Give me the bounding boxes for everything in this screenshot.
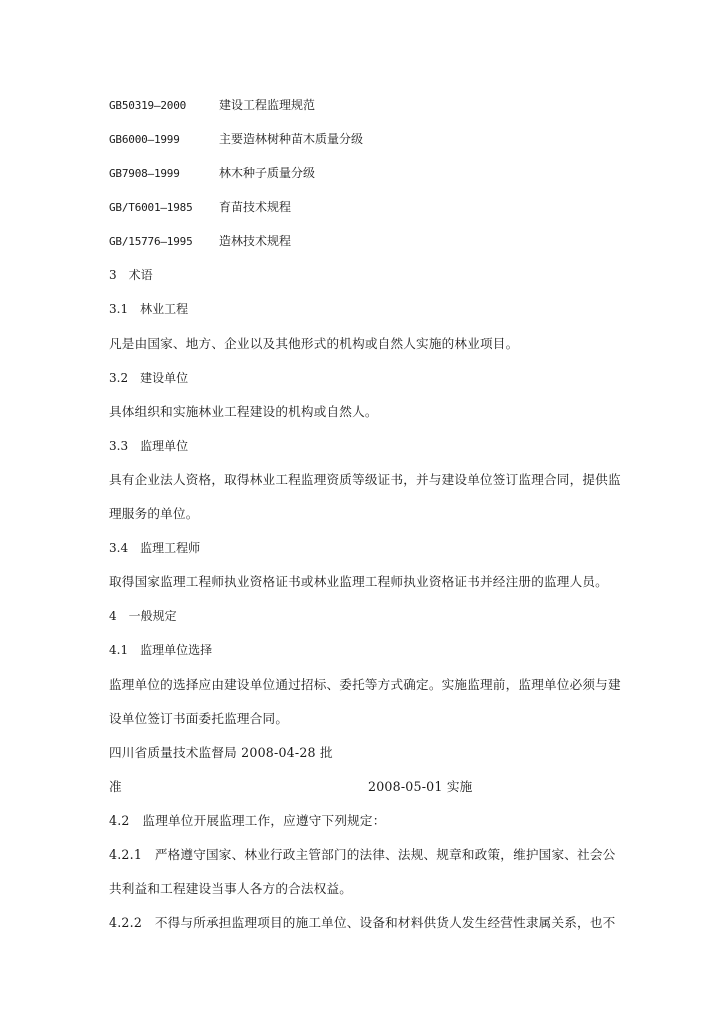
section-heading-3: 3 术语 [109, 268, 153, 282]
standard-row-4 [109, 199, 291, 216]
standard-name: 主要造林树种苗木质量分级 [219, 132, 364, 146]
section-heading-4: 4 一般规定 [109, 609, 177, 623]
standard-name: 育苗技术规程 [219, 200, 292, 214]
standard-code: GB/15776—1995 [109, 235, 193, 248]
paragraph-3-3-line-2: 理服务的单位。 [109, 506, 199, 521]
standard-name: 建设工程监理规范 [219, 98, 316, 112]
standard-row-1 [109, 97, 315, 114]
paragraph-4-2-1-line-1: 4.2.1 严格遵守国家、林业行政主管部门的法律、法规、规章和政策，维护国家、社会公 [109, 847, 616, 862]
paragraph-4-1-line-1: 监理单位的选择应由建设单位通过招标、委托等方式确定。实施监理前，监理单位必须与建 [109, 677, 621, 692]
paragraph-4-1-line-2: 设单位签订书面委托监理合同。 [109, 711, 289, 726]
implementation-date: 2008-05-01 实施 [368, 779, 473, 794]
section-heading-3-2: 3.2 建设单位 [109, 371, 189, 385]
standard-row-5 [109, 233, 291, 250]
standard-name: 造林技术规程 [219, 234, 292, 248]
section-heading-3-3: 3.3 监理单位 [109, 439, 189, 453]
paragraph-4-2-1-line-2: 共利益和工程建设当事人各方的合法权益。 [109, 881, 353, 896]
standard-code: GB/T6001—1985 [109, 201, 193, 214]
standard-code: GB7908—1999 [109, 167, 180, 180]
paragraph-4-2-2-line-1: 4.2.2 不得与所承担监理项目的施工单位、设备和材料供货人发生经营性隶属关系，也不 [109, 915, 616, 930]
standard-code: GB50319—2000 [109, 99, 187, 112]
approval-suffix: 准 [109, 779, 122, 794]
standard-name: 林木种子质量分级 [219, 166, 316, 180]
section-heading-4-2: 4.2 监理单位开展监理工作，应遵守下列规定： [109, 813, 386, 828]
standard-code: GB6000—1999 [109, 133, 180, 146]
standard-row-3 [109, 165, 315, 182]
section-heading-4-1: 4.1 监理单位选择 [109, 643, 213, 657]
paragraph-3-4: 取得国家监理工程师执业资格证书或林业监理工程师执业资格证书并经注册的监理人员。 [109, 574, 608, 589]
standard-row-2 [109, 131, 363, 148]
paragraph-3-3-line-1: 具有企业法人资格，取得林业工程监理资质等级证书，并与建设单位签订监理合同，提供监 [109, 472, 621, 487]
section-heading-3-1: 3.1 林业工程 [109, 302, 189, 316]
paragraph-3-2: 具体组织和实施林业工程建设的机构或自然人。 [109, 404, 378, 419]
paragraph-3-1: 凡是由国家、地方、企业以及其他形式的机构或自然人实施的林业项目。 [109, 336, 519, 351]
section-heading-3-4: 3.4 监理工程师 [109, 541, 201, 555]
approval-line: 四川省质量技术监督局 2008-04-28 批 [109, 745, 333, 760]
